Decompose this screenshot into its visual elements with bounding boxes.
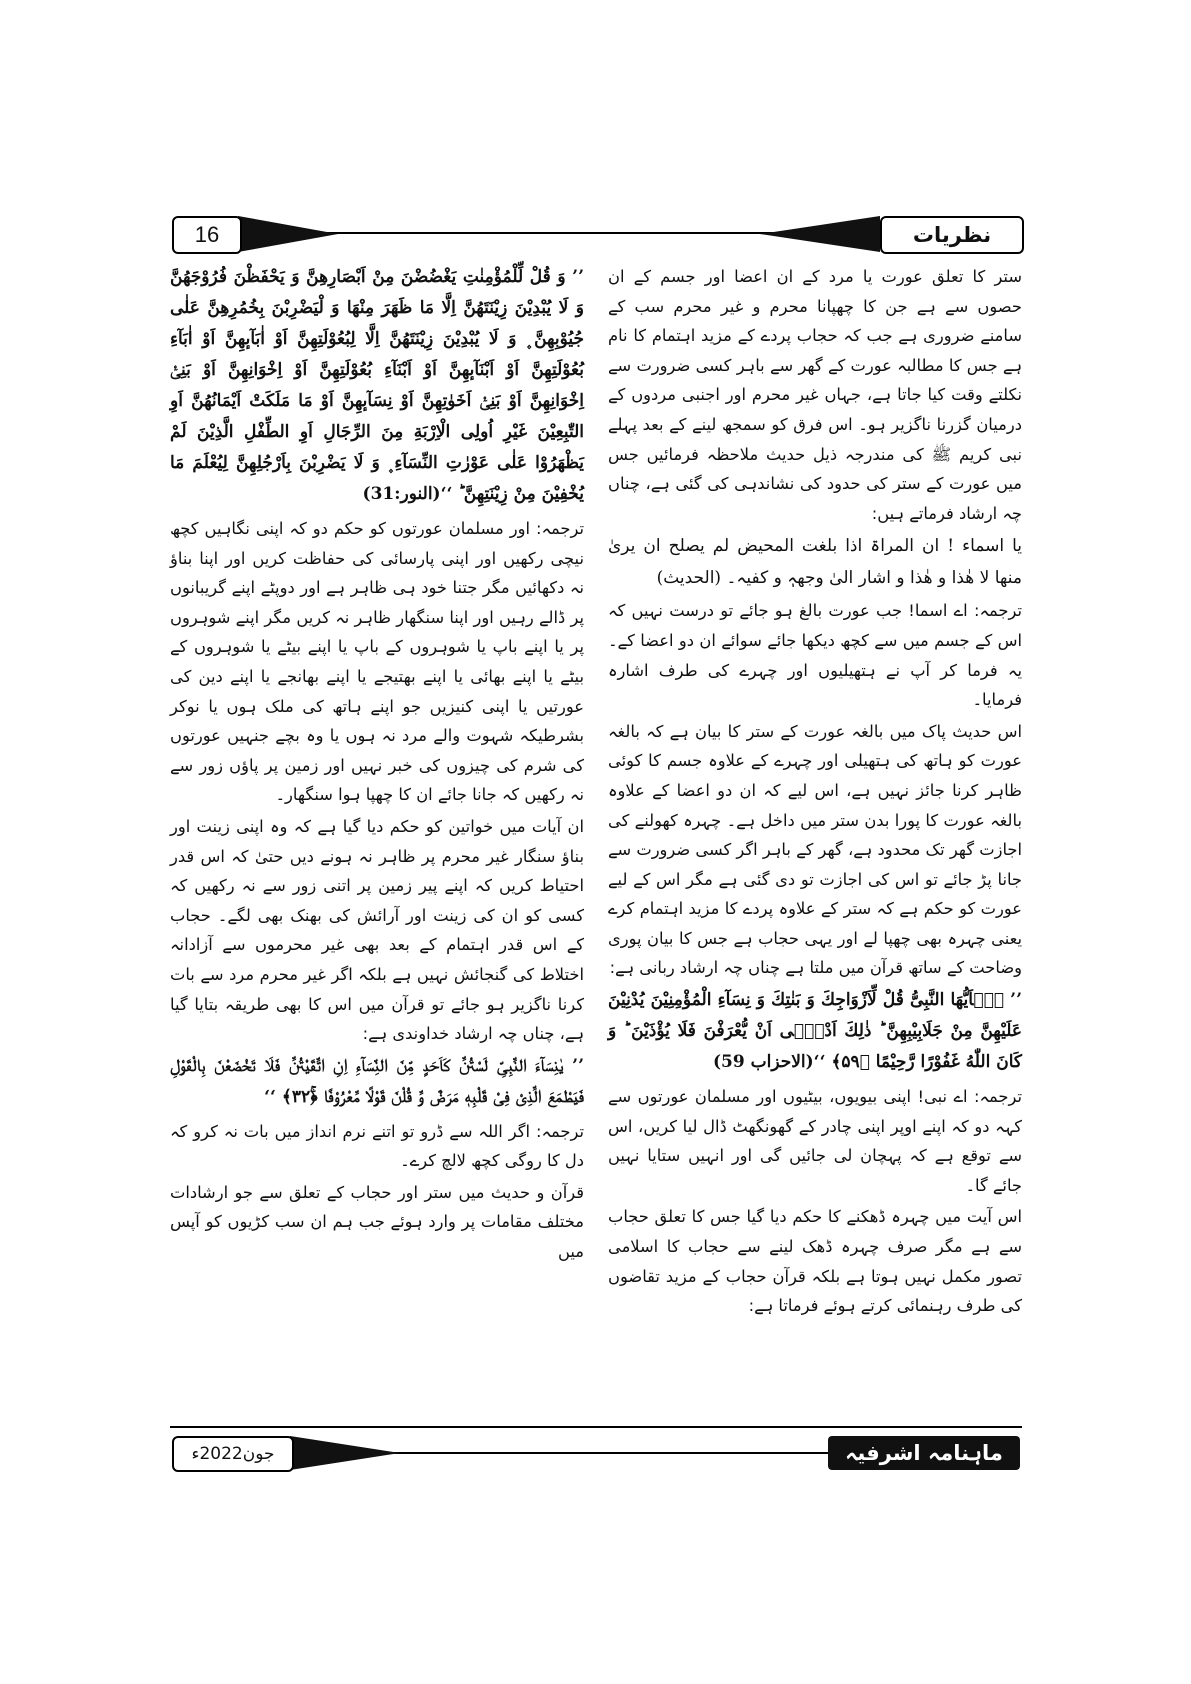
quran-verse-ahzab-32: ’’ یٰنِسَآءَ النَّبِیِّ لَسْتُنَّ كَاَحَدٍ مِّنَ النِّسَآءِ اِنِ اتَّقَیْتُنَّ فَلَا تَخْضَعْنَ بِالْقَوْلِ فَیَطْمَعَ الَّذِیْ فِیْ قَلْبِهٖ مَرَضٌ وَّ قُلْنَ قَوْلًا مَّعْرُوْفًا ﴿ۚ۳۲﴾ ‘‘ <box>170 1055 584 1107</box>
left-paragraph-1: ترجمہ: اور مسلمان عورتوں کو حکم دو کہ اپنی نگاہیں کچھ نیچی رکھیں اور اپنی پارسائی کی حفاظت کریں اور اپنا بناؤ نہ دکھائیں مگر جتنا خود ہی ظاہر ہے اور دوپٹے اپنے گریبانوں پر ڈالے رہیں اور اپنا سنگھار ظاہر نہ کریں مگر اپنے شوہروں پر یا اپنے باپ یا شوہروں کے باپ یا اپنے بیٹے یا شوہروں کے بیٹے یا اپنے بھائی یا اپنے بھتیجے یا اپنے بھانجے یا اپنے دین کی عورتیں یا اپنی کنیزیں جو اپنے ہاتھ کی ملک ہوں یا نوکر بشرطیکہ شہوت والے مرد نہ ہوں یا وہ بچے جنہیں عورتوں کی شرم کی چیزوں کی خبر نہیں اور زمین پر پاؤں زور سے نہ رکھیں کہ جانا جائے ان کا چھپا ہوا سنگھار۔ <box>170 519 584 805</box>
left-paragraph-3: ترجمہ: اگر اللہ سے ڈرو تو اتنے نرم انداز میں بات نہ کرو کہ دل کا روگی کچھ لالچ کرے۔ <box>170 1121 584 1171</box>
section-title: نظریات <box>880 216 1024 254</box>
footer-rule-top <box>170 1426 1022 1428</box>
left-column <box>170 262 584 1410</box>
page-number: 16 <box>172 216 242 254</box>
magazine-name: ماہنامہ اشرفیہ <box>828 1436 1020 1470</box>
header-right-wedge <box>760 214 880 254</box>
right-paragraph-5: اس آیت میں چہرہ ڈھکنے کا حکم دیا گیا جس کا تعلق حجاب سے ہے مگر صرف چہرہ ڈھک لینے سے حجاب کا اسلامی تصور مکمل نہیں ہوتا ہے بلکہ قرآن حجاب کے مزید تقاضوں کی طرف رہنمائی کرتے ہوئے فرماتا ہے: <box>608 1207 1022 1316</box>
right-paragraph-3: اس حدیث پاک میں بالغہ عورت کے ستر کا بیان ہے کہ بالغہ عورت کو ہاتھ کی ہتھیلی اور چہرے کے علاوہ جسم کا کوئی ظاہر کرنا جائز نہیں ہے، اس لیے کہ ان دو اعضا کے علاوہ بالغہ عورت کا پورا بدن ستر میں داخل ہے۔ چہرہ کھولنے کی اجازت گھر تک محدود ہے، گھر کے باہر اگر کسی ضرورت سے جانا پڑ جائے تو اس کی اجازت تو دی گئی ہے مگر اس کے لیے عورت کو حکم ہے کہ ستر کے علاوہ پردے کا مزید اہتمام کرے یعنی چہرہ بھی چھپا لے اور یہی حجاب ہے جس کا بیان پوری وضاحت کے ساتھ قرآن میں ملتا ہے چناں چہ ارشاد ربانی ہے: <box>608 721 1022 978</box>
right-paragraph-1: ستر کا تعلق عورت یا مرد کے ان اعضا اور جسم کے ان حصوں سے ہے جن کا چھپانا محرم و غیر محرم سب کے سامنے ضروری ہے جب کہ حجاب پردے کے مزید اہتمام کا نام ہے جس کا مطالبہ عورت کے گھر سے باہر کسی ضرورت سے نکلتے وقت کیا جاتا ہے، جہاں غیر محرم اور اجنبی مردوں کے درمیان گزرنا ناگزیر ہو۔ اس فرق کو سمجھ لینے کے بعد پہلے نبی کریم ﷺ کی مندرجہ ذیل حدیث ملاحظہ فرمائیں جس میں عورت کے ستر کی حدود کی نشاندہی کی گئی ہے، چناں چہ ارشاد فرماتے ہیں: <box>608 267 1022 523</box>
header-left-wedge <box>238 214 348 254</box>
footer-left-wedge <box>290 1434 410 1472</box>
quran-verse-nur: ’’ وَ قُلْ لِّلْمُؤْمِنٰتِ یَغْضُضْنَ مِنْ اَبْصَارِهِنَّ وَ یَحْفَظْنَ فُرُوْجَهُنَّ وَ لَا یُبْدِیْنَ زِیْنَتَهُنَّ اِلَّا مَا ظَهَرَ مِنْهَا وَ لْیَضْرِبْنَ بِخُمُرِهِنَّ عَلٰى جُیُوْبِهِنَّ ۪ وَ لَا یُبْدِیْنَ زِیْنَتَهُنَّ اِلَّا لِبُعُوْلَتِهِنَّ اَوْ اٰبَآىٕهِنَّ اَوْ اٰبَآءِ بُعُوْلَتِهِنَّ اَوْ اَبْنَآىٕهِنَّ اَوْ اَبْنَآءِ بُعُوْلَتِهِنَّ اَوْ اِخْوَانِهِنَّ اَوْ بَنِیْۤ اِخْوَانِهِنَّ اَوْ بَنِیْۤ اَخَوٰتِهِنَّ اَوْ نِسَآىٕهِنَّ اَوْ مَا مَلَكَتْ اَیْمَانُهُنَّ اَوِ التّٰبِعِیْنَ غَیْرِ اُولِی الْاِرْبَةِ مِنَ الرِّجَالِ اَوِ الطِّفْلِ الَّذِیْنَ لَمْ یَظْهَرُوْا عَلٰى عَوْرٰتِ النِّسَآءِ ۪ وَ لَا یَضْرِبْنَ بِاَرْجُلِهِنَّ لِیُعْلَمَ مَا یُخْفِیْنَ مِنْ زِیْنَتِهِنَّ ؕ ‘‘(النور:31) <box>170 267 584 504</box>
hadith-text: یا اسماء ! ان المراۃ اذا بلغت المحیض لم یصلح ان یریٰ منھا لا ھٰذا و ھٰذا و اشار الیٰ وجھہٖ و کفیہ۔ (الحدیث) <box>608 536 1022 589</box>
right-paragraph-2: ترجمہ: اے اسما! جب عورت بالغ ہو جائے تو درست نہیں کہ اس کے جسم میں سے کچھ دیکھا جائے سوائے ان دو اعضا کے۔ یہ فرما کر آپ نے ہتھیلیوں اور چہرے کی طرف اشارہ فرمایا۔ <box>608 601 1022 710</box>
right-paragraph-4: ترجمہ: اے نبی! اپنی بیویوں، بیٹیوں اور مسلمان عورتوں سے کہہ دو کہ اپنے اوپر اپنی چادر کے گھونگھٹ ڈال لیا کریں، اس سے توقع ہے کہ پہچان لی جائیں گی اور انہیں ستایا نہیں جائے گا۔ <box>608 1087 1022 1195</box>
left-paragraph-2: ان آیات میں خواتین کو حکم دیا گیا ہے کہ وہ اپنی زینت اور بناؤ سنگار غیر محرم پر ظاہر نہ ہونے دیں حتیٰ کہ اس قدر احتیاط کریں کہ اپنے پیر زمین پر اتنی زور سے نہ رکھیں کہ کسی کو ان کی زینت اور آرائش کی بھنک بھی لگے۔ حجاب کے اس قدر اہتمام کے بعد بھی غیر محرموں سے آزادانہ اختلاط کی گنجائش نہیں ہے بلکہ اگر غیر محرم مرد سے بات کرنا ناگزیر ہو جائے تو قرآن میں اس کا بھی طریقہ بتایا گیا ہے، چناں چہ ارشاد خداوندی ہے: <box>170 816 584 1044</box>
issue-date: جون2022ء <box>172 1436 294 1472</box>
left-paragraph-4: قرآن و حدیث میں ستر اور حجاب کے تعلق سے جو ارشادات مختلف مقامات پر وارد ہوئے جب ہم ان سب کڑیوں کو آپس میں <box>170 1182 584 1262</box>
quran-verse-ahzab: ’’ یٰۤاَیُّهَا النَّبِیُّ قُلْ لِّاَزْوَاجِكَ وَ بَنٰتِكَ وَ نِسَآءِ الْمُؤْمِنِیْنَ یُدْنِیْنَ عَلَیْهِنَّ مِنْ جَلَابِیْبِهِنَّ ؕ ذٰلِكَ اَدْنٰۤى اَنْ یُّعْرَفْنَ فَلَا یُؤْذَیْنَ ؕ وَ كَانَ اللّٰهُ غَفُوْرًا رَّحِیْمًا ﴿۵۹﴾ ‘‘(الاحزاب 59) <box>608 990 1023 1073</box>
right-column <box>608 262 1022 1410</box>
